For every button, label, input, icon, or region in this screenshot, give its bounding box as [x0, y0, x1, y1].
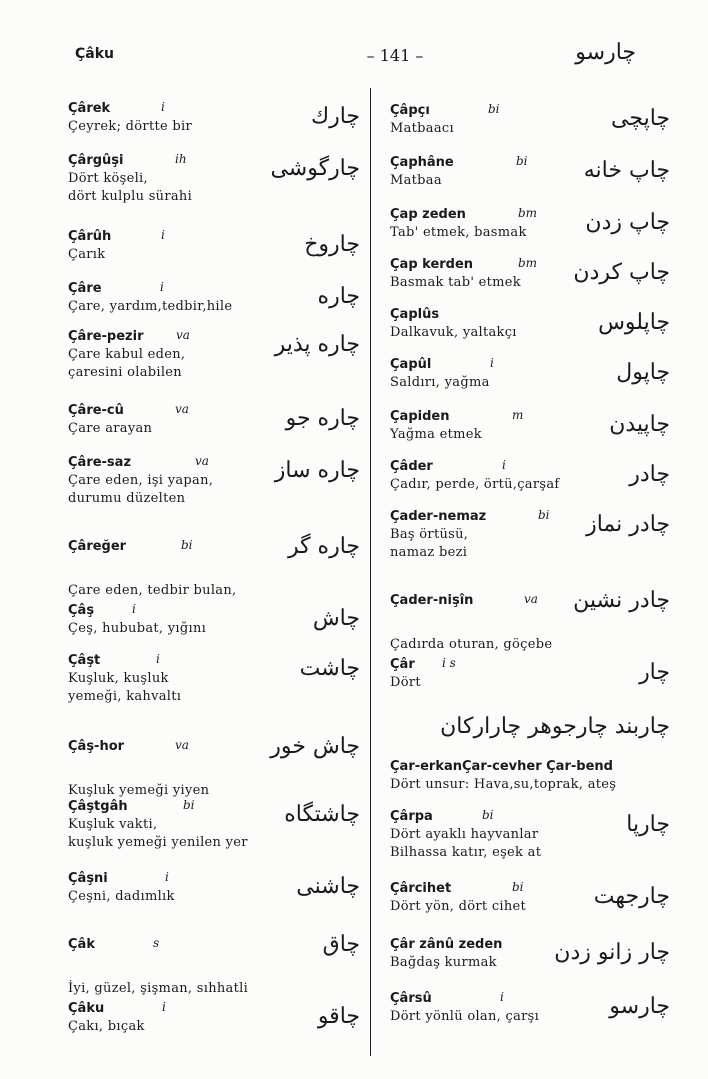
- dictionary-entry: [68, 1000, 360, 1036]
- headword: Çârcihet: [390, 881, 452, 896]
- headword: Çâş-hor: [68, 739, 125, 754]
- arabic-script: چاقو: [317, 1004, 360, 1029]
- definition-line: Çare kabul eden,: [68, 347, 186, 362]
- headword: Çâder: [390, 459, 433, 474]
- dictionary-entry: [68, 652, 360, 706]
- headword: Çaphâne: [390, 155, 454, 170]
- grammar-abbreviation: i s: [442, 656, 456, 670]
- grammar-abbreviation: va: [175, 738, 189, 752]
- arabic-script: چاق: [322, 932, 360, 957]
- definition-line: Tab' etmek, basmak: [390, 225, 527, 240]
- grammar-abbreviation: i: [500, 990, 504, 1004]
- grammar-abbreviation: bi: [482, 808, 494, 822]
- dictionary-entry: [68, 534, 360, 600]
- headword: Çader-nişîn: [390, 593, 474, 608]
- headword: Çapiden: [390, 409, 450, 424]
- definition-line: Kuşluk, kuşluk: [68, 671, 169, 686]
- grammar-abbreviation: i: [160, 280, 164, 294]
- definition-line: kuşluk yemeği yenilen yer: [68, 835, 248, 850]
- headword: Çar-erkanÇar-cevher Çar-bend: [390, 759, 613, 774]
- grammar-abbreviation: ih: [175, 152, 187, 166]
- dictionary-entry: [68, 602, 360, 638]
- dictionary-entry: [390, 808, 670, 862]
- definition-line: Çare, yardım,tedbir,hile: [68, 299, 233, 314]
- headword: Çâpçı: [390, 103, 430, 118]
- dictionary-entry: [68, 870, 360, 906]
- headword: Çârsû: [390, 991, 432, 1006]
- headword: Çâşt: [68, 653, 101, 668]
- grammar-abbreviation: bi: [516, 154, 528, 168]
- running-head-right: چارسو: [575, 40, 636, 65]
- dictionary-entry: [68, 328, 360, 382]
- arabic-script: چاره ساز: [274, 458, 360, 483]
- arabic-compound-line: چاربند چارجوهر چارارکان: [440, 714, 670, 739]
- arabic-script: چاپچی: [611, 106, 670, 131]
- arabic-script: چاپلوس: [598, 310, 670, 335]
- headword: Çâşni: [68, 871, 108, 886]
- arabic-script: چاپیدن: [609, 412, 670, 437]
- arabic-script: چاشتگاه: [284, 802, 360, 827]
- headword: Çâk: [68, 937, 95, 952]
- headword: Çap kerden: [390, 257, 474, 272]
- dictionary-entry: [390, 936, 670, 972]
- dictionary-entry: [390, 256, 670, 292]
- definition-line: İyi, güzel, şişman, sıhhatli: [68, 981, 249, 996]
- grammar-abbreviation: bi: [512, 880, 524, 894]
- definition-line: Dalkavuk, yaltakçı: [390, 325, 517, 340]
- headword: Çap zeden: [390, 207, 466, 222]
- grammar-abbreviation: va: [524, 592, 538, 606]
- headword: Çaplûs: [390, 307, 440, 322]
- grammar-abbreviation: m: [512, 408, 524, 422]
- headword: Çâku: [68, 1001, 105, 1016]
- arabic-script: چادر نماز: [586, 512, 670, 537]
- arabic-script: چاپول: [616, 360, 670, 385]
- grammar-abbreviation: i: [502, 458, 506, 472]
- arabic-script: چاره پذیر: [274, 332, 360, 357]
- definition-line: Çarık: [68, 247, 106, 262]
- definition-line: Dört yön, dört cihet: [390, 899, 527, 914]
- dictionary-entry: [390, 588, 670, 654]
- running-head-left: Çâku: [75, 46, 114, 62]
- headword: Çârpa: [390, 809, 433, 824]
- dictionary-entry: [390, 758, 670, 794]
- definition-line: Dört: [390, 675, 421, 690]
- arabic-script: چادر: [629, 462, 670, 487]
- arabic-script: چار زانو زدن: [554, 940, 670, 965]
- grammar-abbreviation: i: [132, 602, 136, 616]
- definition-line: çaresini olabilen: [68, 365, 182, 380]
- grammar-abbreviation: bi: [488, 102, 500, 116]
- dictionary-entry: [68, 228, 360, 264]
- definition-line: [68, 954, 360, 980]
- definition-line: Çare eden, işi yapan,: [68, 473, 214, 488]
- arabic-script: چار: [639, 660, 670, 685]
- headword: Çârek: [68, 101, 111, 116]
- definition-line: Çakı, bıçak: [68, 1019, 145, 1034]
- dictionary-entry: [390, 356, 670, 392]
- grammar-abbreviation: va: [175, 402, 189, 416]
- arabic-script: چاروخ: [304, 232, 360, 257]
- definition-line: Yağma etmek: [390, 427, 482, 442]
- arabic-script: چارپا: [626, 812, 670, 837]
- headword: Çader-nemaz: [390, 509, 487, 524]
- definition-line: Kuşluk vakti,: [68, 817, 158, 832]
- dictionary-entry: [390, 880, 670, 916]
- arabic-script: چاش خور: [270, 734, 360, 759]
- grammar-abbreviation: i: [161, 228, 165, 242]
- dictionary-entry: [68, 454, 360, 508]
- definition-line: Çeşni, dadımlık: [68, 889, 175, 904]
- definition-line: yemeği, kahvaltı: [68, 689, 182, 704]
- definition-line: Kuşluk yemeği yiyen: [68, 783, 210, 798]
- arabic-script: چاره جو: [285, 406, 360, 431]
- definition-line: Saldırı, yağma: [390, 375, 490, 390]
- grammar-abbreviation: bi: [183, 798, 195, 812]
- arabic-script: چادر نشین: [573, 588, 670, 613]
- grammar-abbreviation: bi: [181, 538, 193, 552]
- dictionary-entry: [390, 154, 670, 190]
- headword: Çâre-saz: [68, 455, 132, 470]
- dictionary-entry: [68, 402, 360, 438]
- definition-line: Bağdaş kurmak: [390, 955, 497, 970]
- definition-line: dört kulplu sürahi: [68, 189, 193, 204]
- arabic-script: چارجهت: [593, 884, 670, 909]
- definition-line: Basmak tab' etmek: [390, 275, 521, 290]
- grammar-abbreviation: i: [490, 356, 494, 370]
- definition-line: Dört ayaklı hayvanlar: [390, 827, 539, 842]
- definition-line: namaz bezi: [390, 545, 468, 560]
- definition-line: Çare eden, tedbir bulan,: [68, 583, 237, 598]
- arabic-script: چاره: [317, 284, 360, 309]
- definition-line: Çeyrek; dörtte bir: [68, 119, 193, 134]
- dictionary-entry: [390, 656, 670, 692]
- definition-line: Çadır, perde, örtü,çarşaf: [390, 477, 560, 492]
- dictionary-entry: [390, 508, 670, 562]
- grammar-abbreviation: i: [165, 870, 169, 884]
- grammar-abbreviation: bm: [518, 206, 538, 220]
- dictionary-entry: [390, 990, 670, 1026]
- definition-line: Çeş, hububat, yığını: [68, 621, 207, 636]
- definition-line: Matbaacı: [390, 121, 454, 136]
- dictionary-entry: [390, 206, 670, 242]
- definition-line: durumu düzelten: [68, 491, 186, 506]
- headword: Çâr zânû zeden: [390, 937, 503, 952]
- arabic-script: چارك: [310, 104, 360, 129]
- arabic-script: چاپ کردن: [573, 260, 670, 285]
- page-number: – 141 –: [366, 46, 424, 65]
- column-divider: [370, 88, 371, 1056]
- headword: Çapûl: [390, 357, 432, 372]
- definition-line: Bilhassa katır, eşek at: [390, 845, 542, 860]
- definition-line: Dört unsur: Hava,su,toprak, ateş: [390, 777, 617, 792]
- dictionary-entry: [68, 152, 360, 206]
- definition-line: Dört yönlü olan, çarşı: [390, 1009, 540, 1024]
- headword: Çâr: [390, 657, 415, 672]
- grammar-abbreviation: bi: [538, 508, 550, 522]
- dictionary-entry: [68, 932, 360, 998]
- definition-line: Çadırda oturan, göçebe: [390, 637, 553, 652]
- dictionary-entry: [390, 408, 670, 444]
- arabic-script: چارگوشی: [270, 156, 360, 181]
- definition-line: Matbaa: [390, 173, 442, 188]
- definition-line: Dört köşeli,: [68, 171, 148, 186]
- headword: Çâre: [68, 281, 102, 296]
- dictionary-entry: [390, 306, 670, 342]
- headword: Çârgûşi: [68, 153, 124, 168]
- grammar-abbreviation: va: [176, 328, 190, 342]
- grammar-abbreviation: bm: [518, 256, 538, 270]
- headword: Çâre-pezir: [68, 329, 144, 344]
- headword: Çâş: [68, 603, 95, 618]
- arabic-script: چاشت: [299, 656, 360, 681]
- headword: Çârûh: [68, 229, 112, 244]
- dictionary-entry: [390, 458, 670, 494]
- definition-line: Çare arayan: [68, 421, 153, 436]
- arabic-script: چاشنی: [296, 874, 360, 899]
- dictionary-entry: [390, 102, 670, 138]
- grammar-abbreviation: i: [156, 652, 160, 666]
- arabic-script: چاش: [312, 606, 360, 631]
- arabic-script: چاره گر: [287, 534, 360, 559]
- headword: Çâreğer: [68, 539, 127, 554]
- grammar-abbreviation: i: [162, 1000, 166, 1014]
- headword: Çâre-cû: [68, 403, 124, 418]
- dictionary-entry: [68, 734, 360, 800]
- grammar-abbreviation: i: [161, 100, 165, 114]
- arabic-script: چارسو: [609, 994, 670, 1019]
- headword: Çâştgâh: [68, 799, 128, 814]
- arabic-script: چاپ خانه: [583, 158, 670, 183]
- arabic-script: چاپ زدن: [585, 210, 670, 235]
- definition-line: Baş örtüsü,: [390, 527, 469, 542]
- grammar-abbreviation: s: [153, 936, 160, 950]
- dictionary-entry: [68, 280, 360, 316]
- dictionary-entry: [68, 798, 360, 852]
- dictionary-entry: [68, 100, 360, 136]
- grammar-abbreviation: va: [195, 454, 209, 468]
